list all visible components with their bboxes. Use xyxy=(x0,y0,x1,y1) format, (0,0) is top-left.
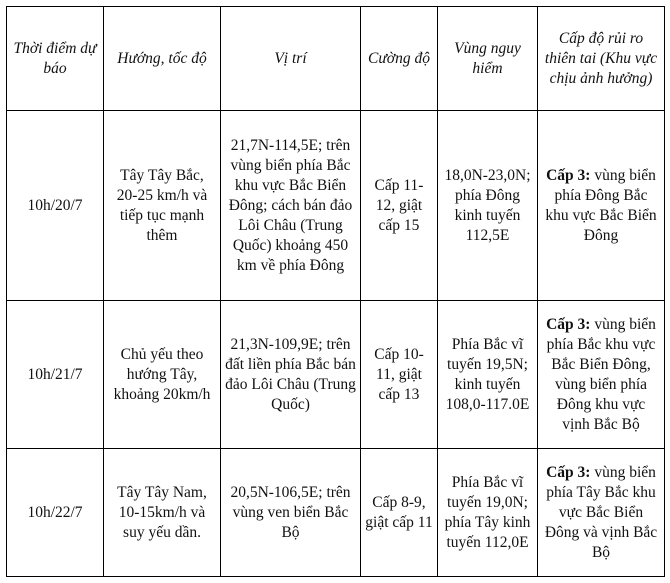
risk-level-label: Cấp 3: xyxy=(546,166,591,184)
cell-danger-zone: 18,0N-23,0N; phía Đông kinh tuyến 112,5E xyxy=(438,111,538,301)
cell-risk xyxy=(538,449,665,577)
header-danger-zone: Vùng nguy hiểm xyxy=(438,7,538,111)
header-direction-speed: Hướng, tốc độ xyxy=(104,7,221,111)
cell-time: 10h/21/7 xyxy=(7,301,104,449)
risk-area-text: vùng biển phía Bắc khu vực Bắc Biển Đông, vùng biển phía Đông khu vực vịnh Bắc Bộ xyxy=(546,315,656,433)
cell-position: 21,7N-114,5E; trên vùng biển phía Bắc khu vực Bắc Biển Đông; cách bán đảo Lôi Châu (Trung Quốc) khoảng 450 km về phía Đông xyxy=(221,111,361,301)
cell-position: 21,3N-109,9E; trên đất liền phía Bắc bán đảo Lôi Châu (Trung Quốc) xyxy=(221,301,361,449)
cell-danger-zone: Phía Bắc vĩ tuyến 19,5N; kinh tuyến 108,0-117.0E xyxy=(438,301,538,449)
cell-intensity: Cấp 11-12, giật cấp 15 xyxy=(361,111,438,301)
forecast-table xyxy=(6,6,665,577)
header-position: Vị trí xyxy=(221,7,361,111)
cell-danger-zone: Phía Bắc vĩ tuyến 19,0N; phía Tây kinh tuyến 112,0E xyxy=(438,449,538,577)
cell-risk xyxy=(538,301,665,449)
risk-level-label: Cấp 3: xyxy=(546,315,591,333)
table-row xyxy=(7,449,665,577)
cell-risk xyxy=(538,111,665,301)
cell-direction: Tây Tây Nam, 10-15km/h và suy yếu dần. xyxy=(104,449,221,577)
header-forecast-time: Thời điểm dự báo xyxy=(7,7,104,111)
cell-time: 10h/20/7 xyxy=(7,111,104,301)
header-intensity: Cường độ xyxy=(361,7,438,111)
risk-area-text: vùng biển phía Đông Bắc khu vực Bắc Biển Đông xyxy=(545,166,657,244)
risk-area-text: vùng biển phía Tây Bắc khu vực Bắc Biển Đông và vịnh Bắc Bộ xyxy=(544,463,658,561)
cell-direction: Chủ yếu theo hướng Tây, khoảng 20km/h xyxy=(104,301,221,449)
risk-level-label: Cấp 3: xyxy=(546,463,591,481)
cell-direction: Tây Tây Bắc, 20-25 km/h và tiếp tục mạnh thêm xyxy=(104,111,221,301)
table-header-row xyxy=(7,7,665,111)
forecast-document xyxy=(6,6,664,577)
cell-intensity: Cấp 8-9, giật cấp 11 xyxy=(361,449,438,577)
cell-time: 10h/22/7 xyxy=(7,449,104,577)
table-row xyxy=(7,301,665,449)
table-row xyxy=(7,111,665,301)
cell-position: 20,5N-106,5E; trên vùng ven biển Bắc Bộ xyxy=(221,449,361,577)
header-risk-level: Cấp độ rủi ro thiên tai (Khu vực chịu ảnh hưởng) xyxy=(538,7,665,111)
cell-intensity: Cấp 10-11, giật cấp 13 xyxy=(361,301,438,449)
